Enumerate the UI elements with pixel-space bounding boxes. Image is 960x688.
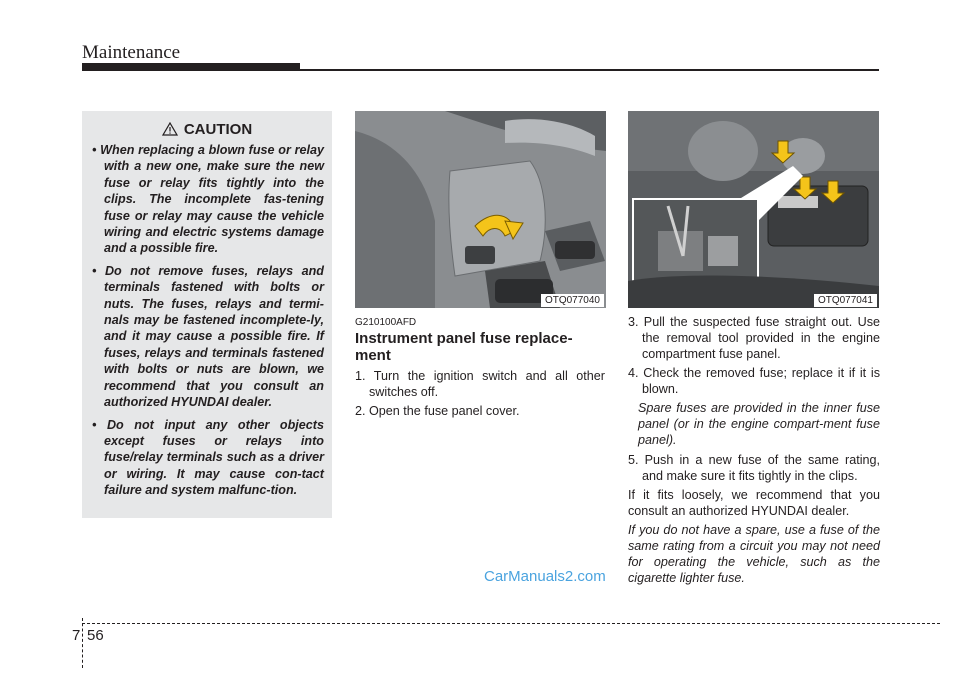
steps-column-right (628, 314, 880, 590)
steps-column-middle (355, 368, 605, 422)
section-title: Instrument panel fuse replace-ment (355, 330, 573, 364)
caution-list (92, 142, 324, 505)
header-rule (82, 69, 879, 71)
note-text: Spare fuses are provided in the inner fuse panel (or in the engine compart-ment fuse panel). (638, 401, 880, 447)
watermark-link[interactable]: CarManuals2.com (484, 568, 606, 585)
paragraph: If it fits loosely, we recommend that you consult an authorized HYUNDAI dealer. (628, 488, 880, 518)
step-item: 2. Open the fuse panel cover. (355, 404, 520, 418)
instrument-panel-illustration (355, 111, 606, 308)
caution-box (82, 111, 332, 518)
figure-label: OTQ077040 (541, 294, 604, 307)
caution-item: • Do not remove fuses, relays and terminals fastened with bolts or nuts. The fuses, relays and termi-nals may be fastened incomplete-ly, and it may cause a possible fire. If fuses, relays and terminals fastened with bolts or nuts are blown, we recommend that you consult an authorized HYUNDAI dealer. (92, 263, 324, 410)
caution-item: • When replacing a blown fuse or relay with a new one, make sure the new fuse or relay fits tightly into the clips. The incomplete fas-tening fuse or relay may cause the vehicle wiring and electric systems damage and a possible fire. (92, 143, 324, 256)
caution-title: CAUTION (183, 121, 253, 138)
caution-item: • Do not input any other objects except fuses or relays into fuse/relay terminals such as a driver or wiring. It may cause con-tact failure and system malfunc-tion. (92, 417, 324, 498)
step-item: 1. Turn the ignition switch and all other switches off. (355, 369, 605, 399)
page-header-title: Maintenance (82, 42, 181, 63)
chapter-number: 7 (72, 627, 81, 644)
note-text: If you do not have a spare, use a fuse of the same rating from a circuit you may not need for operating the vehicle, such as the cigarette lighter fuse. (628, 523, 880, 585)
footer-divider (82, 618, 83, 668)
engine-compartment-illustration (628, 111, 879, 308)
warning-triangle-icon (162, 122, 178, 136)
instrument-panel-photo (355, 111, 606, 308)
footer-rule (82, 623, 940, 624)
step-item: 4. Check the removed fuse; replace it if it is blown. (628, 366, 880, 396)
figure-label: OTQ077041 (814, 294, 877, 307)
step-item: 3. Pull the suspected fuse straight out. Use the removal tool provided in the engine compartment fuse panel. (628, 315, 880, 361)
step-item: 5. Push in a new fuse of the same rating, and make sure it fits tightly in the clips. (628, 453, 880, 483)
section-code: G210100AFD (355, 317, 417, 328)
page-number: 56 (87, 627, 104, 644)
engine-compartment-photo (628, 111, 879, 308)
